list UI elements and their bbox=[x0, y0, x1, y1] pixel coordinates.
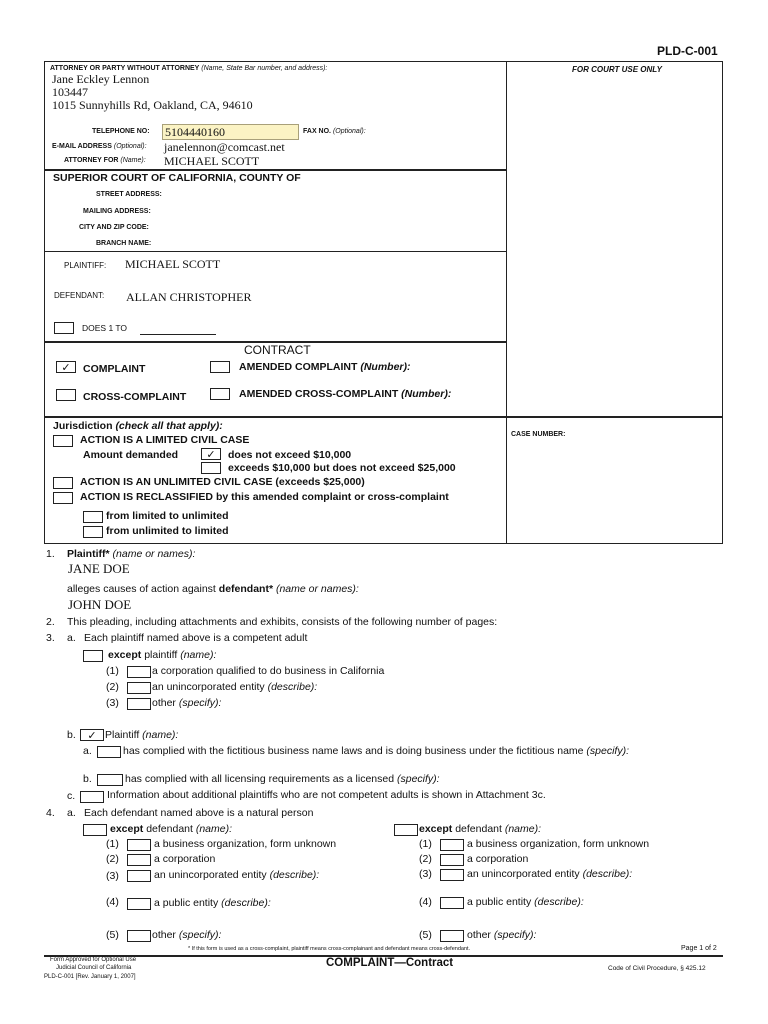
except-plaintiff-word: plaintiff bbox=[144, 649, 178, 661]
plaintiff-b-checkbox[interactable]: ✓ bbox=[80, 729, 104, 741]
item-2-number: 2. bbox=[46, 616, 55, 628]
d-left-4-hint: (describe): bbox=[221, 897, 271, 909]
d-right-4-checkbox[interactable] bbox=[440, 897, 464, 909]
d-right-3-checkbox[interactable] bbox=[440, 869, 464, 881]
d-right-5-hint: (specify): bbox=[493, 929, 537, 941]
fax-label bbox=[303, 128, 366, 135]
d-right-3-num: (3) bbox=[419, 868, 432, 880]
limited-label: ACTION IS A LIMITED CIVIL CASE bbox=[80, 434, 250, 446]
attorney-bar-number: 103447 bbox=[52, 85, 88, 99]
except-defendant-right-label bbox=[419, 823, 541, 835]
attorney-header-label: ATTORNEY OR PARTY WITHOUT ATTORNEY bbox=[50, 65, 200, 72]
p3-2-hint: (describe): bbox=[267, 681, 318, 693]
d-left-3-num: (3) bbox=[106, 870, 119, 882]
branch-label: BRANCH NAME: bbox=[96, 240, 152, 247]
fictitious-text bbox=[123, 745, 629, 757]
d-right-4-public: a public entity bbox=[467, 896, 532, 908]
plaintiff-b-hint: (name): bbox=[142, 729, 179, 741]
p3-3-hint: (specify): bbox=[178, 697, 222, 709]
d-left-3-hint: (describe): bbox=[269, 869, 320, 881]
except-left-hint: (name): bbox=[195, 823, 233, 835]
d-right-4-text bbox=[467, 896, 584, 908]
plaintiff-b-word: Plaintiff bbox=[105, 729, 140, 741]
plaintiff-names: JANE DOE bbox=[68, 561, 130, 576]
d-right-1-text: a business organization, form unknown bbox=[467, 838, 650, 850]
lim-to-unlim-checkbox[interactable] bbox=[83, 511, 103, 523]
email-label bbox=[52, 143, 147, 150]
d-left-2-checkbox[interactable] bbox=[127, 854, 151, 866]
exceeds-checkbox[interactable] bbox=[201, 462, 221, 474]
d-right-4-hint: (describe): bbox=[534, 896, 584, 908]
defendant-label: DEFENDANT: bbox=[54, 291, 105, 300]
reclassified-label bbox=[80, 491, 449, 503]
does-label: DOES 1 TO bbox=[82, 323, 128, 333]
reclassified-rest: by this amended complaint or cross-complaint bbox=[215, 491, 449, 503]
attorney-for-label bbox=[64, 157, 146, 164]
parties-divider bbox=[44, 251, 506, 252]
city-label: CITY AND ZIP CODE: bbox=[79, 224, 149, 231]
contract-heading: CONTRACT bbox=[244, 343, 311, 357]
d-left-3-uninc: an unincorporated entity bbox=[154, 869, 267, 881]
additional-checkbox[interactable] bbox=[80, 791, 104, 803]
licensing-hint: (specify): bbox=[396, 773, 440, 785]
plaintiff-value: MICHAEL SCOTT bbox=[125, 257, 221, 271]
plaintiff-bold: Plaintiff* bbox=[67, 548, 110, 560]
item-3c-label: c. bbox=[67, 790, 76, 802]
d-right-1-num: (1) bbox=[419, 838, 432, 850]
amended-cross-complaint-label bbox=[239, 388, 451, 400]
not-exceed-label: does not exceed $10,000 bbox=[228, 449, 352, 461]
amended-complaint-hint: (Number): bbox=[360, 361, 411, 373]
item-3b-a-label: a. bbox=[83, 745, 92, 757]
d-left-3-text bbox=[154, 869, 319, 881]
d-left-4-text bbox=[154, 897, 271, 909]
footer-code: Code of Civil Procedure, § 425.12 bbox=[608, 965, 706, 972]
d-left-4-num: (4) bbox=[106, 896, 119, 908]
email-label-text: E-MAIL ADDRESS bbox=[52, 143, 112, 150]
d-left-5-checkbox[interactable] bbox=[127, 930, 151, 942]
d-right-4-num: (4) bbox=[419, 896, 432, 908]
page-number: Page 1 of 2 bbox=[681, 945, 717, 952]
d-right-3-uninc: an unincorporated entity bbox=[467, 868, 580, 880]
jurisdiction-title-text: Jurisdiction bbox=[53, 420, 113, 432]
cross-complaint-label: CROSS-COMPLAINT bbox=[83, 391, 187, 403]
footnote: * If this form is used as a cross-complaint, plaintiff means cross-complainant and defendant means cross-defendant. bbox=[188, 946, 471, 952]
item-3b-label: b. bbox=[67, 729, 76, 741]
d-left-4-checkbox[interactable] bbox=[127, 898, 151, 910]
except-defendant-right-checkbox[interactable] bbox=[394, 824, 418, 836]
court-title: SUPERIOR COURT OF CALIFORNIA, COUNTY OF bbox=[53, 172, 301, 184]
d-right-2-num: (2) bbox=[419, 853, 432, 865]
footer-rev: PLD-C-001 [Rev. January 1, 2007] bbox=[44, 974, 136, 980]
d-right-2-checkbox[interactable] bbox=[440, 854, 464, 866]
telephone-label: TELEPHONE NO: bbox=[92, 128, 150, 135]
plaintiff-hint: (name or names): bbox=[112, 548, 196, 560]
email-value: janelennon@comcast.net bbox=[164, 140, 285, 154]
d-left-1-num: (1) bbox=[106, 838, 119, 850]
form-id: PLD-C-001 bbox=[657, 44, 718, 58]
except-right-bold: except bbox=[419, 823, 453, 835]
licensing-main: has complied with all licensing requirements as a licensed bbox=[125, 773, 395, 785]
d-left-5-hint: (specify): bbox=[178, 929, 222, 941]
except-plaintiff-checkbox[interactable] bbox=[83, 650, 103, 662]
except-left-bold: except bbox=[110, 823, 144, 835]
fictitious-checkbox[interactable] bbox=[97, 746, 121, 758]
item-2-text: This pleading, including attachments and exhibits, consists of the following number of pages: bbox=[67, 616, 498, 628]
fictitious-main: has complied with the fictitious business name laws and is doing business under the fictitious name bbox=[123, 745, 584, 757]
frame-bottom bbox=[44, 543, 723, 544]
frame-top bbox=[44, 61, 723, 62]
attorney-header-hint: (Name, State Bar number, and address): bbox=[201, 65, 328, 72]
d-left-2-num: (2) bbox=[106, 853, 119, 865]
p3-3-num: (3) bbox=[106, 697, 119, 709]
footer-council: Judicial Council of California bbox=[56, 965, 132, 971]
p3-2-num: (2) bbox=[106, 681, 119, 693]
frame-left bbox=[44, 61, 45, 543]
case-number-label: CASE NUMBER: bbox=[511, 431, 566, 438]
p3-2-checkbox[interactable] bbox=[127, 682, 151, 694]
p3-2-uninc: an unincorporated entity bbox=[152, 681, 265, 693]
item-3a-text: Each plaintiff named above is a competent adult bbox=[84, 632, 308, 644]
d-right-5-text bbox=[467, 929, 536, 941]
attorney-for-label-text: ATTORNEY FOR bbox=[64, 157, 119, 164]
court-divider bbox=[44, 169, 506, 171]
item-3b-b-label: b. bbox=[83, 773, 92, 785]
complaint-label: COMPLAINT bbox=[83, 363, 146, 375]
defendant-names: JOHN DOE bbox=[68, 597, 132, 612]
additional-text: Information about additional plaintiffs who are not competent adults is shown in Attachment 3c. bbox=[107, 789, 546, 801]
except-bold: except bbox=[108, 649, 142, 661]
mailing-label: MAILING ADDRESS: bbox=[83, 208, 151, 215]
attorney-name: Jane Eckley Lennon bbox=[52, 72, 150, 86]
d-left-2-text: a corporation bbox=[154, 853, 216, 865]
except-defendant-left-checkbox[interactable] bbox=[83, 824, 107, 836]
except-defendant-left-label bbox=[110, 823, 232, 835]
item-4a-label: a. bbox=[67, 807, 76, 819]
d-left-5-num: (5) bbox=[106, 929, 119, 941]
item-1-plaintiff bbox=[67, 548, 195, 560]
unlim-to-lim-checkbox[interactable] bbox=[83, 526, 103, 538]
amended-cross-complaint-hint: (Number): bbox=[401, 388, 452, 400]
plaintiff-label: PLAINTIFF: bbox=[64, 261, 107, 270]
p3-1-checkbox[interactable] bbox=[127, 666, 151, 678]
amended-complaint-label bbox=[239, 361, 411, 373]
except-right-word: defendant bbox=[455, 823, 502, 835]
email-hint: (Optional): bbox=[113, 143, 147, 150]
amount-demanded-label: Amount demanded bbox=[83, 449, 179, 461]
fax-hint: (Optional): bbox=[332, 128, 366, 135]
does-checkbox[interactable] bbox=[54, 322, 74, 334]
d-right-5-other: other bbox=[467, 929, 491, 941]
attorney-address: 1015 Sunnyhills Rd, Oakland, CA, 94610 bbox=[52, 98, 253, 112]
defendant-value: ALLAN CHRISTOPHER bbox=[126, 290, 252, 304]
not-exceed-checkbox[interactable]: ✓ bbox=[201, 448, 221, 460]
item-1-number: 1. bbox=[46, 548, 55, 560]
court-use-label: FOR COURT USE ONLY bbox=[572, 65, 662, 74]
amended-complaint-text: AMENDED COMPLAINT bbox=[239, 361, 358, 373]
item-4-number: 4. bbox=[46, 807, 55, 819]
attorney-header bbox=[50, 65, 327, 72]
p3-1-num: (1) bbox=[106, 665, 119, 677]
defendant-hint: (name or names): bbox=[275, 583, 359, 595]
d-left-3-checkbox[interactable] bbox=[127, 870, 151, 882]
exceeds-label: exceeds $10,000 but does not exceed $25,000 bbox=[228, 462, 456, 474]
d-right-2-text: a corporation bbox=[467, 853, 529, 865]
frame-right bbox=[722, 61, 723, 543]
except-left-word: defendant bbox=[146, 823, 193, 835]
p3-3-other: other bbox=[152, 697, 176, 709]
unlimited-checkbox[interactable] bbox=[53, 477, 73, 489]
jurisdiction-title bbox=[53, 420, 223, 432]
amended-complaint-checkbox[interactable] bbox=[210, 361, 230, 373]
licensing-checkbox[interactable] bbox=[97, 774, 123, 786]
p3-1-text: a corporation qualified to do business in California bbox=[152, 665, 385, 677]
d-right-1-checkbox[interactable] bbox=[440, 839, 464, 851]
p3-3-text bbox=[152, 697, 221, 709]
fictitious-hint: (specify): bbox=[586, 745, 630, 757]
jurisdiction-divider bbox=[44, 416, 723, 418]
alleges-text: alleges causes of action against bbox=[67, 583, 216, 595]
d-right-5-checkbox[interactable] bbox=[440, 930, 464, 942]
d-left-4-public: a public entity bbox=[154, 897, 219, 909]
d-left-5-text bbox=[152, 929, 221, 941]
does-line bbox=[140, 334, 216, 335]
d-left-1-text: a business organization, form unknown bbox=[154, 838, 337, 850]
fax-label-text: FAX NO. bbox=[303, 128, 332, 135]
plaintiff-b-label bbox=[105, 729, 178, 741]
lim-to-unlim-label: from limited to unlimited bbox=[106, 510, 229, 522]
p3-3-checkbox[interactable] bbox=[127, 698, 151, 710]
except-right-hint: (name): bbox=[504, 823, 542, 835]
p3-2-text bbox=[152, 681, 317, 693]
reclassified-bold: ACTION IS RECLASSIFIED bbox=[80, 491, 214, 503]
alleges-line bbox=[67, 583, 359, 595]
reclassified-checkbox[interactable] bbox=[53, 492, 73, 504]
except-plaintiff-label bbox=[108, 649, 216, 661]
attorney-for-value: MICHAEL SCOTT bbox=[164, 154, 260, 168]
complaint-checkbox[interactable]: ✓ bbox=[56, 361, 76, 373]
jurisdiction-hint: (check all that apply): bbox=[115, 420, 223, 432]
d-right-3-text bbox=[467, 868, 632, 880]
telephone-input[interactable]: 5104440160 bbox=[162, 124, 299, 140]
limited-checkbox[interactable] bbox=[53, 435, 73, 447]
item-3-number: 3. bbox=[46, 632, 55, 644]
item-3a-label: a. bbox=[67, 632, 76, 644]
amended-cross-complaint-text: AMENDED CROSS-COMPLAINT bbox=[239, 388, 399, 400]
cross-complaint-checkbox[interactable] bbox=[56, 389, 76, 401]
unlim-to-lim-label: from unlimited to limited bbox=[106, 525, 229, 537]
amended-cross-complaint-checkbox[interactable] bbox=[210, 388, 230, 400]
street-label: STREET ADDRESS: bbox=[96, 191, 162, 198]
d-left-1-checkbox[interactable] bbox=[127, 839, 151, 851]
except-plaintiff-hint: (name): bbox=[180, 649, 217, 661]
attorney-for-hint: (Name): bbox=[120, 157, 146, 164]
unlimited-label: ACTION IS AN UNLIMITED CIVIL CASE (exceeds $25,000) bbox=[80, 476, 365, 488]
defendant-bold: defendant* bbox=[218, 583, 274, 595]
licensing-text bbox=[125, 773, 440, 785]
footer-title: COMPLAINT—Contract bbox=[326, 957, 454, 969]
item-4a-text: Each defendant named above is a natural person bbox=[84, 807, 314, 819]
frame-mid bbox=[506, 61, 507, 543]
d-right-3-hint: (describe): bbox=[582, 868, 633, 880]
footer-approved: Form Approved for Optional Use bbox=[50, 957, 137, 963]
d-left-5-other: other bbox=[152, 929, 176, 941]
d-right-5-num: (5) bbox=[419, 929, 432, 941]
